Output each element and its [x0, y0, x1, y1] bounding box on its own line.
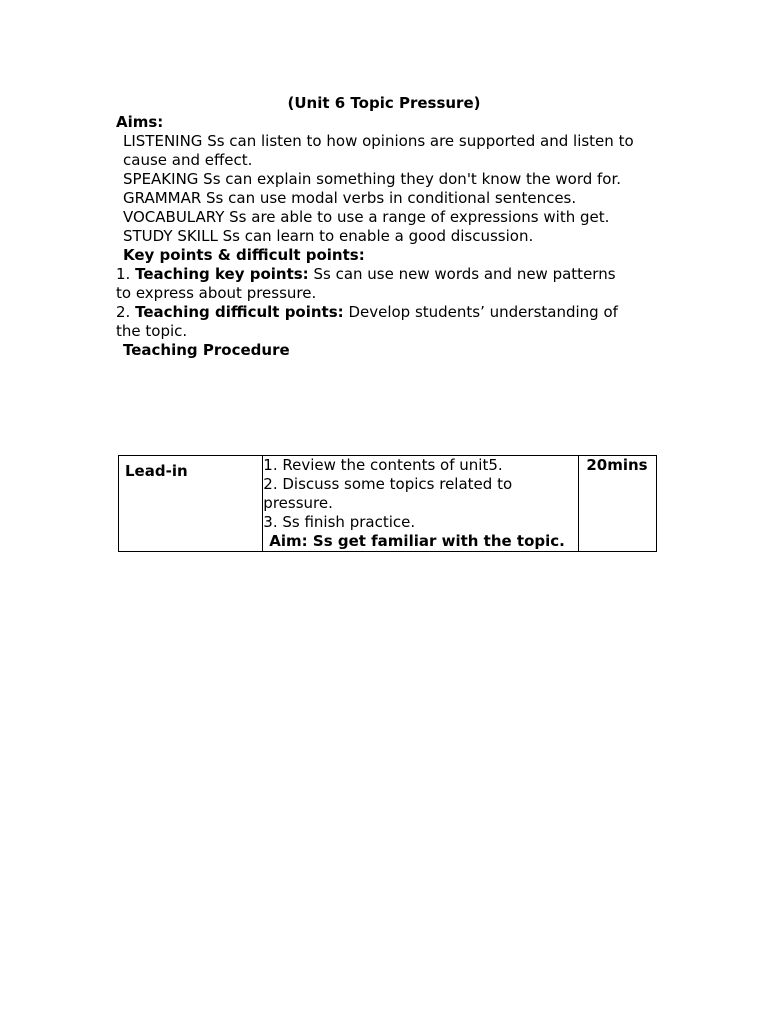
- step-item: 1. Review the contents of unit5.: [263, 456, 503, 474]
- time-cell: 20mins: [579, 456, 657, 552]
- aim-speaking: SPEAKING Ss can explain something they don't know the word for.: [123, 170, 622, 188]
- key-points-continued: to express about pressure.: [116, 284, 317, 302]
- step-aim: Aim: Ss get familiar with the topic.: [269, 532, 565, 550]
- difficult-points-text: Develop students’ understanding of: [348, 303, 618, 321]
- key-points-text: Ss can use new words and new patterns: [313, 265, 616, 283]
- key-points-label: Teaching key points:: [135, 265, 309, 283]
- step-item: 3. Ss finish practice.: [263, 513, 416, 531]
- procedure-heading: Teaching Procedure: [123, 341, 290, 359]
- aim-vocabulary: VOCABULARY Ss are able to use a range of expressions with get.: [123, 208, 610, 226]
- aim-study-skill: STUDY SKILL Ss can learn to enable a good discussion.: [123, 227, 534, 245]
- difficult-points-continued: the topic.: [116, 322, 188, 340]
- key-points-heading: Key points & difficult points:: [123, 246, 365, 264]
- document-body: [116, 94, 656, 360]
- step-item: 2. Discuss some topics related to: [263, 475, 513, 493]
- steps-cell: [263, 456, 579, 552]
- table-row: [119, 456, 657, 552]
- aim-listening-continued: cause and effect.: [123, 151, 253, 169]
- key-points-number: 1.: [116, 265, 131, 283]
- stage-cell: Lead-in: [119, 456, 263, 552]
- difficult-points-label: Teaching difficult points:: [135, 303, 344, 321]
- aim-listening: LISTENING Ss can listen to how opinions are supported and listen to: [123, 132, 634, 150]
- difficult-points-number: 2.: [116, 303, 131, 321]
- aim-grammar: GRAMMAR Ss can use modal verbs in conditional sentences.: [123, 189, 577, 207]
- document-title: (Unit 6 Topic Pressure): [287, 94, 481, 112]
- teaching-key-points: [116, 265, 656, 284]
- teaching-difficult-points: [116, 303, 656, 322]
- aims-heading: Aims:: [116, 113, 164, 131]
- procedure-table: [118, 455, 657, 552]
- step-item: pressure.: [263, 494, 333, 512]
